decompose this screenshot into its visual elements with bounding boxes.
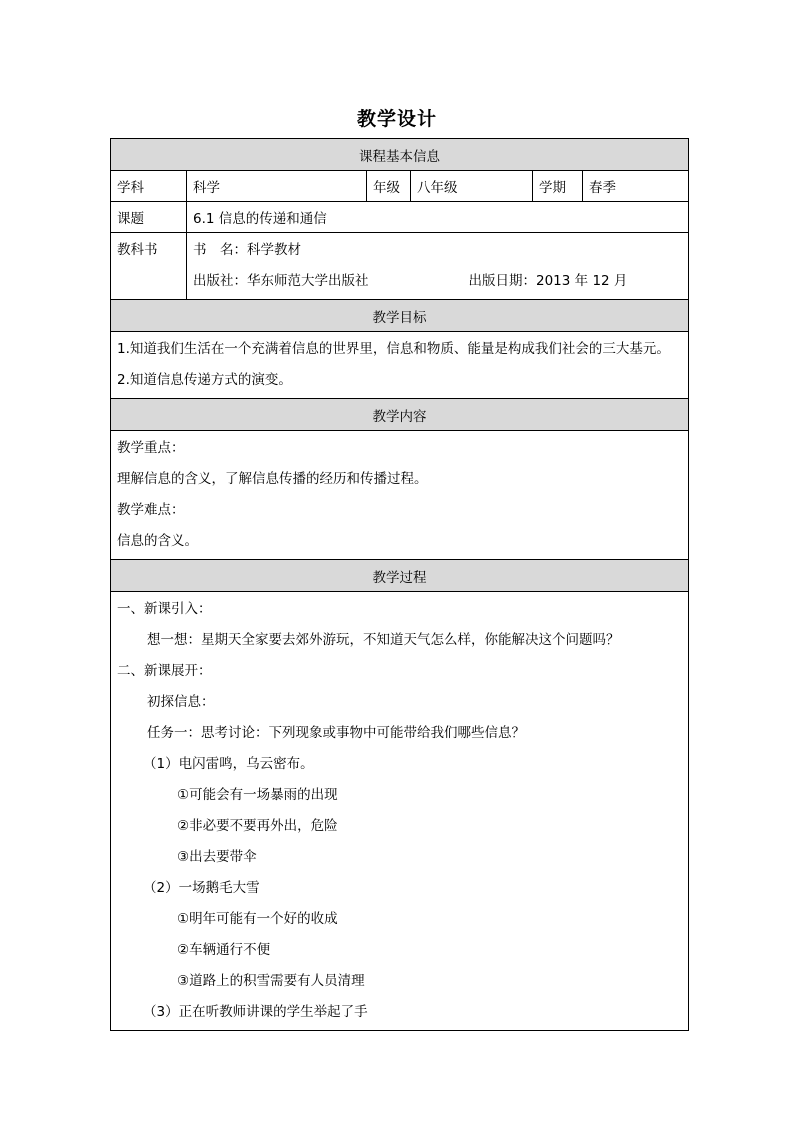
process-line: 初探信息：	[147, 694, 215, 710]
topic-label: 课题	[111, 202, 187, 233]
textbook-label-text: 教科书	[117, 242, 158, 258]
objectives-cell	[111, 332, 689, 399]
content-row	[111, 431, 689, 560]
section-header-process	[111, 560, 689, 592]
content-cell	[111, 431, 689, 560]
process-line: （1）电闪雷鸣，乌云密布。	[143, 756, 314, 772]
topic-value: 6.1 信息的传递和通信	[187, 202, 689, 233]
lesson-plan-table	[110, 138, 689, 1031]
section-title-basic: 课程基本信息	[111, 139, 689, 171]
process-line: ②车辆通行不便	[177, 942, 271, 958]
process-line: 任务一：思考讨论：下列现象或事物中可能带给我们哪些信息？	[147, 725, 525, 741]
section-title-objectives: 教学目标	[111, 300, 689, 332]
subject-label: 学科	[111, 171, 187, 202]
publisher-line	[193, 266, 682, 297]
objective-item: 1.知道我们生活在一个充满着信息的世界里，信息和物质、能量是构成我们社会的三大基元。	[117, 341, 670, 357]
process-heading: 一、新课引入：	[117, 601, 212, 617]
process-cell	[111, 592, 689, 1031]
basic-info-row	[111, 171, 689, 202]
grade-value: 八年级	[411, 171, 533, 202]
process-line: ①明年可能有一个好的收成	[177, 911, 338, 927]
term-label: 学期	[533, 171, 583, 202]
publisher-label: 出版社：	[193, 273, 247, 289]
section-header-content	[111, 399, 689, 431]
pub-date-value: 2013 年 12 月	[536, 273, 628, 289]
key-point-text: 理解信息的含义，了解信息传播的经历和传播过程。	[117, 471, 428, 487]
objectives-row	[111, 332, 689, 399]
section-title-content: 教学内容	[111, 399, 689, 431]
section-title-process: 教学过程	[111, 560, 689, 592]
key-point-label: 教学重点：	[117, 440, 185, 456]
document-title: 教学设计	[356, 108, 437, 130]
pub-date-label: 出版日期：	[468, 273, 536, 289]
difficulty-label: 教学难点：	[117, 502, 185, 518]
section-header-basic	[111, 139, 689, 171]
process-heading: 二、新课展开：	[117, 663, 212, 679]
book-name-label: 书 名：	[193, 242, 247, 258]
process-line: ②非必要不要再外出，危险	[177, 818, 338, 834]
objective-item: 2.知道信息传递方式的演变。	[117, 372, 292, 388]
term-value: 春季	[583, 171, 689, 202]
textbook-label	[111, 233, 187, 300]
difficulty-text: 信息的含义。	[117, 533, 198, 549]
book-name-value: 科学教材	[247, 242, 301, 258]
process-line: 想一想：星期天全家要去郊外游玩，不知道天气怎么样，你能解决这个问题吗？	[147, 632, 620, 648]
process-line: ③出去要带伞	[177, 849, 257, 865]
process-line: （2）一场鹅毛大雪	[143, 880, 260, 896]
process-line: ③道路上的积雪需要有人员清理	[177, 973, 365, 989]
process-line: ①可能会有一场暴雨的出现	[177, 787, 338, 803]
textbook-row	[111, 233, 689, 300]
grade-label: 年级	[367, 171, 411, 202]
process-line: （3）正在听教师讲课的学生举起了手	[143, 1004, 368, 1020]
book-name-line	[193, 235, 682, 266]
process-row	[111, 592, 689, 1031]
publisher-value: 华东师范大学出版社	[247, 273, 369, 289]
subject-value: 科学	[187, 171, 367, 202]
topic-row	[111, 202, 689, 233]
section-header-objectives	[111, 300, 689, 332]
textbook-info	[187, 233, 689, 300]
